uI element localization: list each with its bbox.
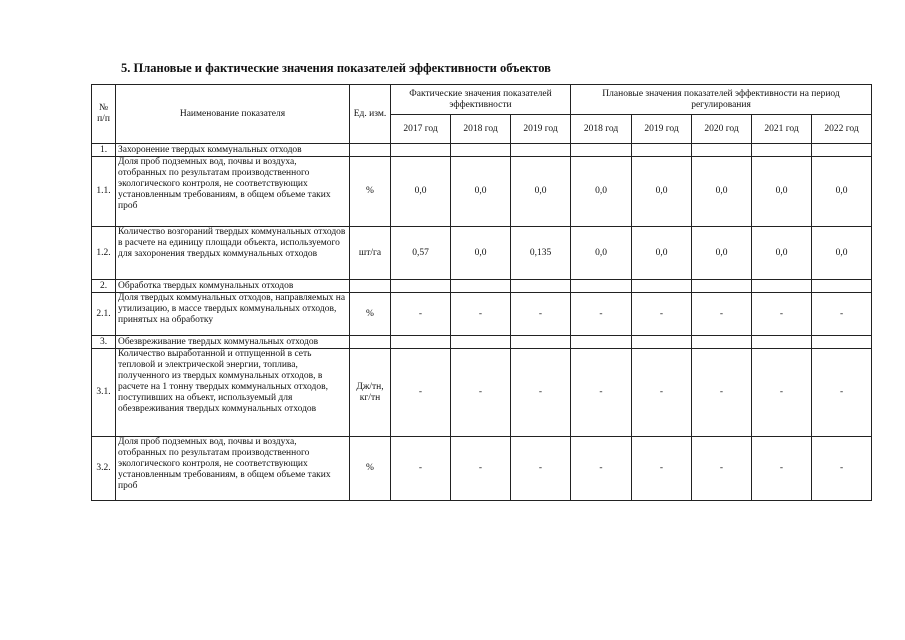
section-row: [92, 280, 872, 293]
row-number: 2.: [92, 280, 116, 293]
col-header-plan-group: Плановые значения показателей эффективности на период регулирования: [571, 85, 872, 115]
col-header-unit: Ед. изм.: [350, 85, 391, 144]
value-cell: -: [391, 349, 451, 437]
value-cell: 0,0: [511, 157, 571, 227]
value-cell: 0,0: [752, 227, 812, 280]
value-cell: 0,135: [511, 227, 571, 280]
value-cell: -: [632, 349, 692, 437]
col-header-year: 2019 год: [511, 115, 571, 144]
section-row: [92, 144, 872, 157]
col-header-num: № п/п: [92, 85, 116, 144]
col-header-year: 2018 год: [451, 115, 511, 144]
row-number: 3.1.: [92, 349, 116, 437]
col-header-year: 2022 год: [812, 115, 872, 144]
value-cell: 0,0: [451, 157, 511, 227]
value-cell: 0,0: [812, 227, 872, 280]
value-cell: 0,0: [812, 157, 872, 227]
value-cell: -: [812, 349, 872, 437]
indicator-name: Количество возгораний твердых коммунальных отходов в расчете на единицу площади объекта, используемого для захоронения твердых коммунальных отходов: [116, 227, 350, 280]
value-cell: 0,0: [632, 227, 692, 280]
value-cell: -: [752, 349, 812, 437]
indicator-name: Доля твердых коммунальных отходов, направляемых на утилизацию, в массе твердых коммунальных отходов, принятых на обработку: [116, 293, 350, 336]
indicators-table: [91, 84, 872, 501]
indicator-name: Доля проб подземных вод, почвы и воздуха, отобранных по результатам производственного экологического контроля, не соответствующих установленным требованиям, в общем объеме таких проб: [116, 157, 350, 227]
value-cell: -: [632, 437, 692, 501]
value-cell: -: [571, 349, 632, 437]
unit-cell: %: [350, 437, 391, 501]
table-row: [92, 227, 872, 280]
row-number: 3.2.: [92, 437, 116, 501]
header-row: [92, 85, 872, 115]
value-cell: 0,0: [571, 157, 632, 227]
page-title: 5. Плановые и фактические значения показателей эффективности объектов: [121, 61, 551, 75]
row-number: 1.2.: [92, 227, 116, 280]
unit-cell: шт/га: [350, 227, 391, 280]
value-cell: -: [752, 437, 812, 501]
value-cell: -: [812, 293, 872, 336]
section-title: Захоронение твердых коммунальных отходов: [116, 144, 350, 157]
value-cell: -: [451, 437, 511, 501]
value-cell: 0,0: [391, 157, 451, 227]
value-cell: 0,0: [692, 157, 752, 227]
value-cell: -: [571, 293, 632, 336]
unit-cell: %: [350, 293, 391, 336]
value-cell: 0,0: [451, 227, 511, 280]
value-cell: -: [391, 293, 451, 336]
row-number: 3.: [92, 336, 116, 349]
value-cell: -: [511, 293, 571, 336]
value-cell: 0,0: [692, 227, 752, 280]
col-header-year: 2020 год: [692, 115, 752, 144]
col-header-fact-group: Фактические значения показателей эффективности: [391, 85, 571, 115]
value-cell: 0,0: [571, 227, 632, 280]
value-cell: -: [511, 349, 571, 437]
value-cell: -: [692, 349, 752, 437]
col-header-year: 2019 год: [632, 115, 692, 144]
col-header-name: Наименование показателя: [116, 85, 350, 144]
unit-cell: %: [350, 157, 391, 227]
value-cell: -: [692, 293, 752, 336]
value-cell: 0,0: [752, 157, 812, 227]
value-cell: -: [571, 437, 632, 501]
table-row: [92, 293, 872, 336]
section-row: [92, 336, 872, 349]
row-number: 1.: [92, 144, 116, 157]
value-cell: -: [752, 293, 812, 336]
indicator-name: Доля проб подземных вод, почвы и воздуха, отобранных по результатам производственного экологического контроля, не соответствующих установленным требованиям, в общем объеме таких проб: [116, 437, 350, 501]
value-cell: -: [632, 293, 692, 336]
value-cell: -: [451, 349, 511, 437]
section-title: Обезвреживание твердых коммунальных отходов: [116, 336, 350, 349]
value-cell: -: [812, 437, 872, 501]
section-title: Обработка твердых коммунальных отходов: [116, 280, 350, 293]
value-cell: -: [511, 437, 571, 501]
value-cell: -: [391, 437, 451, 501]
table-row: [92, 157, 872, 227]
indicator-name: Количество выработанной и отпущенной в сеть тепловой и электрической энергии, топлива, полученного из твердых коммунальных отходов, в расчете на 1 тонну твердых коммунальных отходов, поступивших на объект, используемый для обезвреживания твердых коммунальных отходов: [116, 349, 350, 437]
col-header-year: 2018 год: [571, 115, 632, 144]
value-cell: -: [692, 437, 752, 501]
row-number: 2.1.: [92, 293, 116, 336]
value-cell: -: [451, 293, 511, 336]
table-row: [92, 437, 872, 501]
value-cell: 0,57: [391, 227, 451, 280]
value-cell: 0,0: [632, 157, 692, 227]
table-row: [92, 349, 872, 437]
unit-cell: Дж/тн, кг/тн: [350, 349, 391, 437]
col-header-year: 2021 год: [752, 115, 812, 144]
col-header-year: 2017 год: [391, 115, 451, 144]
row-number: 1.1.: [92, 157, 116, 227]
